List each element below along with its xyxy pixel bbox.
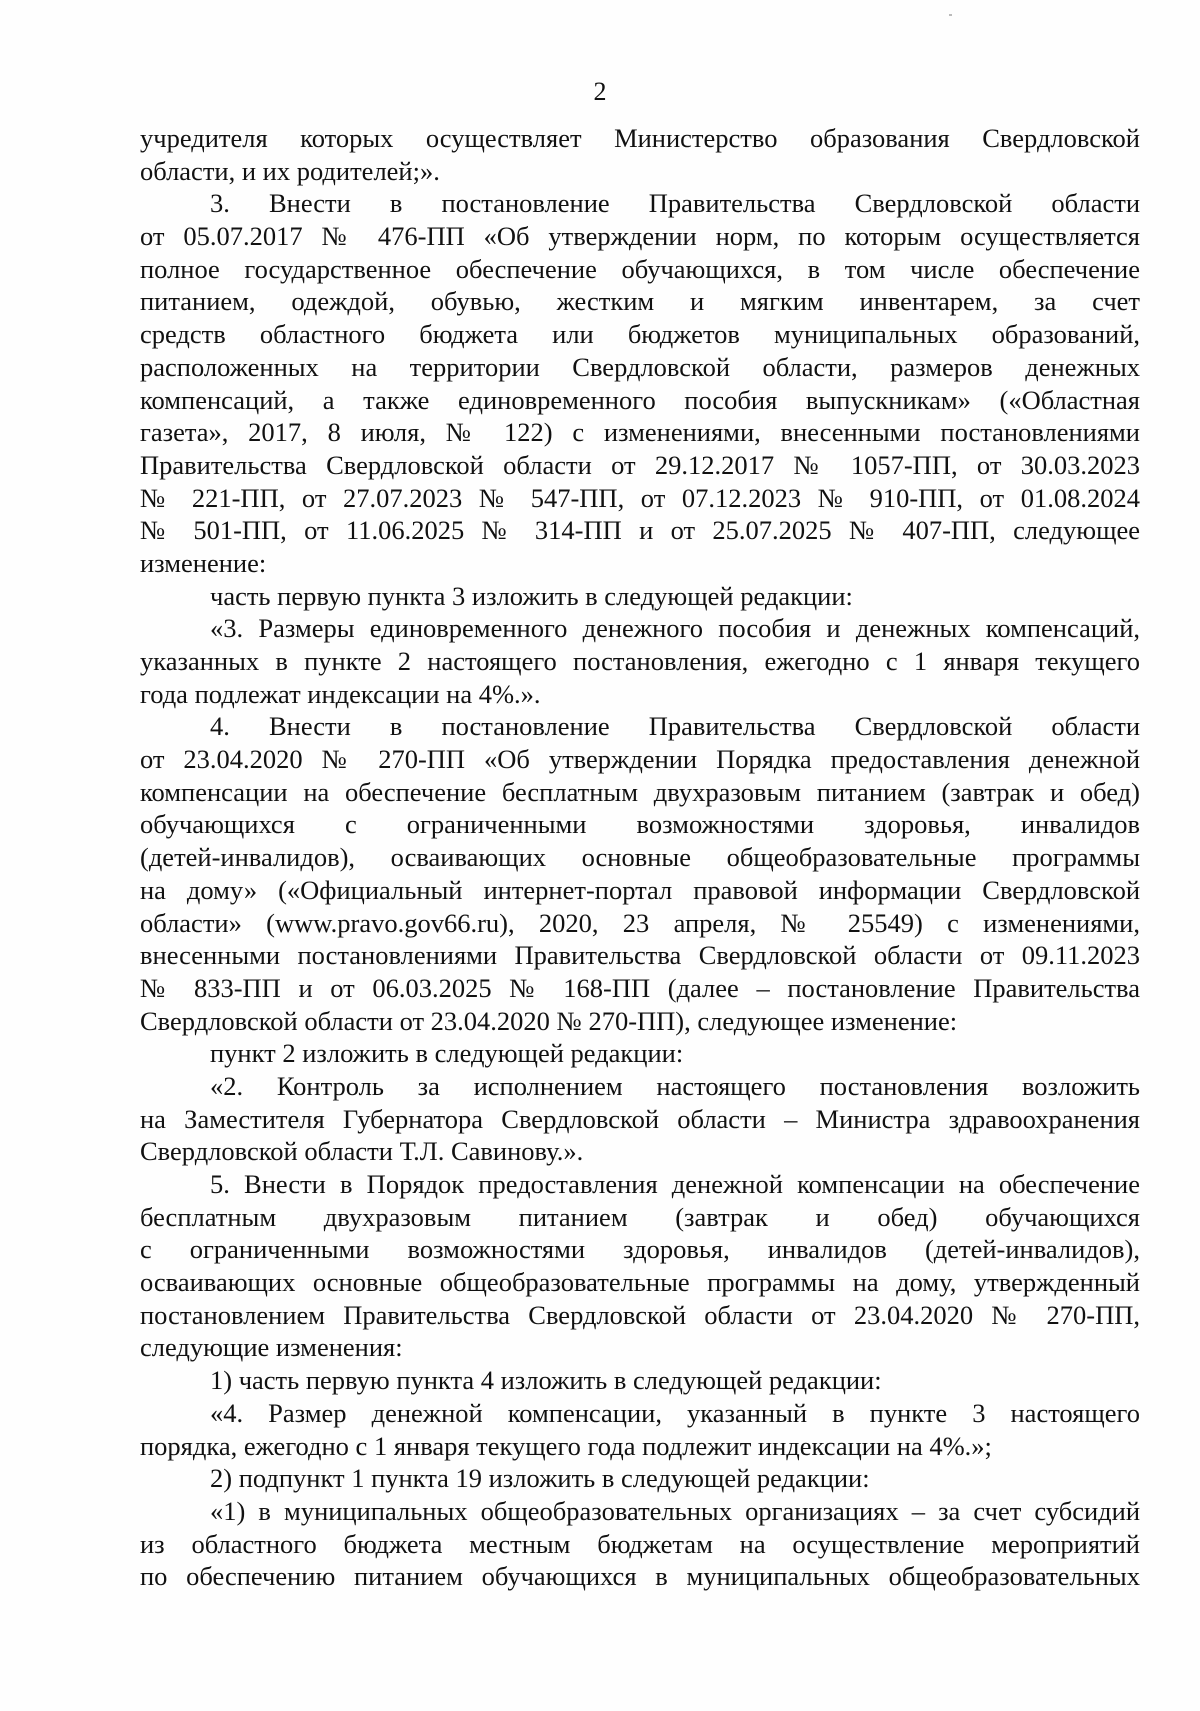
text-line: учредителя которых осуществляет Министерство образования Свердловской (140, 123, 1140, 153)
text-line: осваивающих основные общеобразовательные программы на дому, утвержденный (140, 1267, 1140, 1298)
text-line: часть первую пункта 3 изложить в следующей редакции: (210, 580, 853, 611)
text-line: от 05.07.2017 № 476-ПП «Об утверждении норм, по которым осуществляется (140, 221, 1140, 252)
text-line: газета», 2017, 8 июля, № 122) с изменениями, внесенными постановлениями (140, 417, 1140, 448)
text-line: полное государственное обеспечение обучающихся, в том числе обеспечение (140, 253, 1140, 284)
text-line: «1) в муниципальных общеобразовательных организациях – за счет субсидий (210, 1495, 1140, 1526)
text-line: № 833-ПП и от 06.03.2025 № 168-ПП (далее – постановление Правительства (140, 972, 1140, 1003)
text-line: из областного бюджета местным бюджетам на осуществление мероприятий (140, 1528, 1140, 1559)
text-line: 3. Внести в постановление Правительства Свердловской области (210, 188, 1140, 219)
text-line: Свердловской области Т.Л. Савинову.». (140, 1136, 584, 1167)
text-line: 5. Внести в Порядок предоставления денежной компенсации на обеспечение (210, 1169, 1140, 1199)
page-number: 2 (593, 77, 607, 106)
document-body (140, 122, 1140, 1593)
text-line: указанных в пункте 2 настоящего постановления, ежегодно с 1 января текущего (140, 646, 1140, 676)
text-line: следующие изменения: (140, 1332, 403, 1363)
text-line: средств областного бюджета или бюджетов муниципальных образований, (140, 319, 1140, 350)
text-line: «4. Размер денежной компенсации, указанный в пункте 3 настоящего (210, 1397, 1140, 1428)
text-line: постановлением Правительства Свердловской области от 23.04.2020 № 270-ПП, (140, 1299, 1140, 1330)
text-line: № 221-ПП, от 27.07.2023 № 547-ПП, от 07.12.2023 № 910-ПП, от 01.08.2024 (140, 482, 1140, 513)
text-line: 4. Внести в постановление Правительства Свердловской области (210, 711, 1140, 742)
text-line: на Заместителя Губернатора Свердловской области – Министра здравоохранения (140, 1103, 1140, 1134)
text-line: года подлежат индексации на 4%.». (140, 678, 541, 709)
text-line: 2) подпункт 1 пункта 19 изложить в следующей редакции: (210, 1463, 870, 1494)
text-line: с ограниченными возможностями здоровья, инвалидов (детей-инвалидов), (140, 1234, 1140, 1265)
text-line: пункт 2 изложить в следующей редакции: (210, 1038, 684, 1069)
text-line: «3. Размеры единовременного денежного пособия и денежных компенсаций, (210, 613, 1140, 644)
text-line: 1) часть первую пункта 4 изложить в следующей редакции: (210, 1365, 882, 1396)
text-line: расположенных на территории Свердловской области, размеров денежных (140, 351, 1140, 382)
text-line: Свердловской области от 23.04.2020 № 270-ПП), следующее изменение: (140, 1005, 958, 1036)
text-line: компенсаций, а также единовременного пособия выпускникам» («Областная (140, 384, 1140, 415)
text-line: области, и их родителей;». (140, 155, 440, 186)
text-line: «2. Контроль за исполнением настоящего постановления возложить (210, 1070, 1140, 1101)
text-line: на дому» («Официальный интернет-портал правовой информации Свердловской (140, 874, 1140, 905)
text-line: бесплатным двухразовым питанием (завтрак и обед) обучающихся (140, 1201, 1140, 1232)
text-line: внесенными постановлениями Правительства Свердловской области от 09.11.2023 (140, 940, 1140, 971)
text-line: изменение: (140, 547, 267, 578)
text-line: Правительства Свердловской области от 29.12.2017 № 1057-ПП, от 30.03.2023 (140, 449, 1140, 480)
text-line: обучающихся с ограниченными возможностями здоровья, инвалидов (140, 809, 1140, 840)
text-line: области» (www.pravo.gov66.ru), 2020, 23 апреля, № 25549) с изменениями, (140, 907, 1140, 938)
text-line: (детей-инвалидов), осваивающих основные общеобразовательные программы (140, 842, 1140, 873)
text-line: от 23.04.2020 № 270-ПП «Об утверждении Порядка предоставления денежной (140, 744, 1140, 775)
text-line: питанием, одеждой, обувью, жестким и мягким инвентарем, за счет (140, 286, 1140, 317)
text-line: по обеспечению питанием обучающихся в муниципальных общеобразовательных (140, 1561, 1140, 1592)
text-line: компенсации на обеспечение бесплатным двухразовым питанием (завтрак и обед) (140, 776, 1140, 807)
text-line: порядка, ежегодно с 1 января текущего года подлежит индексации на 4%.»; (140, 1430, 992, 1461)
text-line: № 501-ПП, от 11.06.2025 № 314-ПП и от 25.07.2025 № 407-ПП, следующее (140, 515, 1140, 546)
scan-speck (949, 14, 952, 16)
